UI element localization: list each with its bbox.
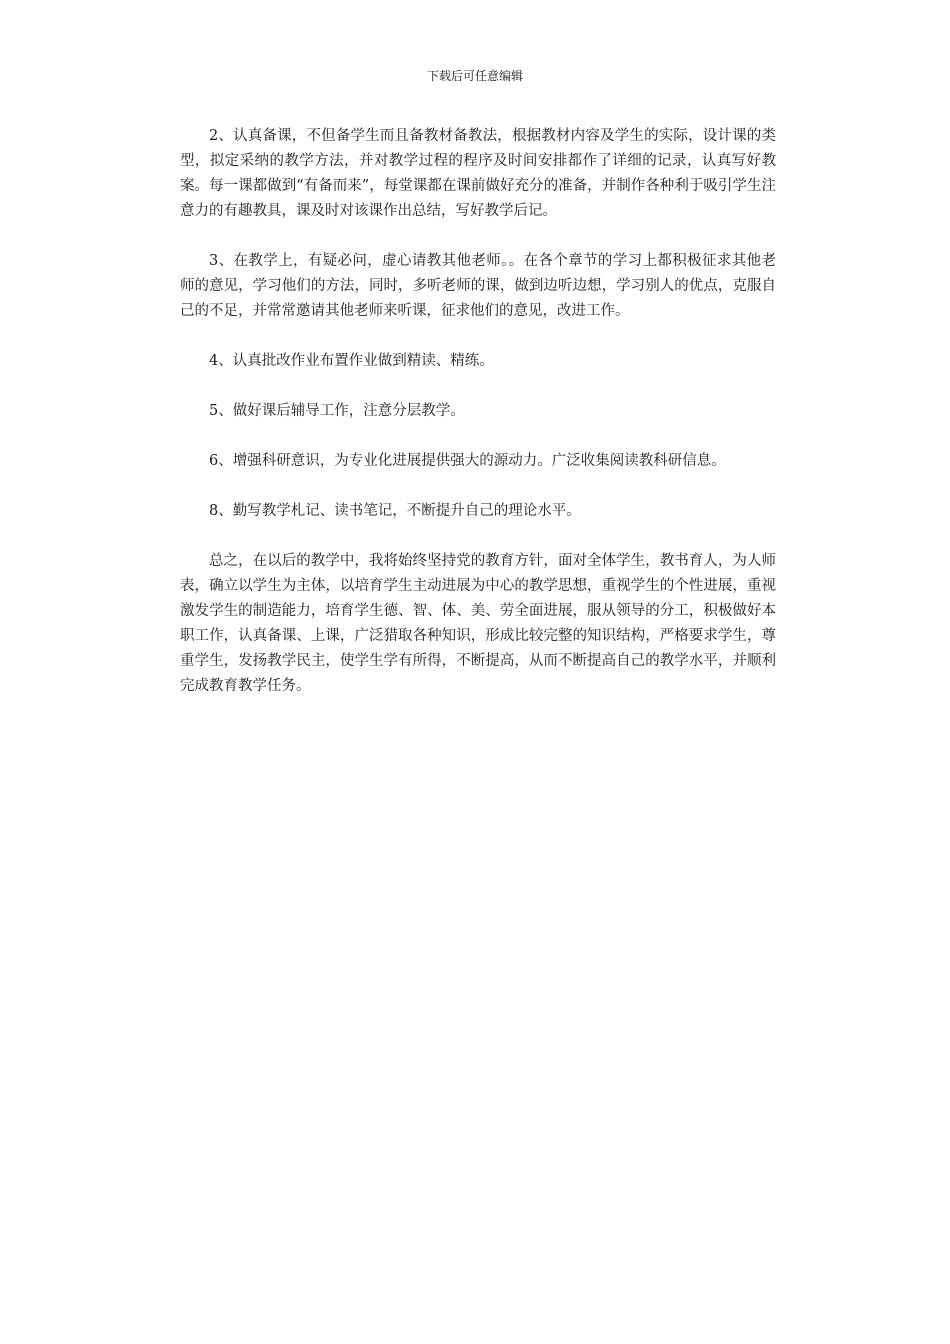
paragraph-item-4: 4、认真批改作业布置作业做到精读、精练。	[209, 353, 494, 369]
paragraph-item-3: 3、在教学上，有疑必问，虚心请教其他老师。。在各个章节的学习上都积极征求其他老师的意见，学习他们的方法，同时，多听老师的课，做到边听边想，学习别人的优点，克服自己的不足，并常常邀请其他老师来听课，征求他们的意见，改进工作。	[180, 253, 776, 319]
document-body	[180, 124, 776, 724]
paragraph-item-2: 2、认真备课，不但备学生而且备教材备教法，根据教材内容及学生的实际，设计课的类型，拟定采纳的教学方法，并对教学过程的程序及时间安排都作了详细的记录，认真写好教案。每一课都做到“有备而来”，每堂课都在课前做好充分的准备，并制作各种利于吸引学生注意力的有趣教具，课及时对该课作出总结，写好教学后记。	[180, 128, 776, 219]
paragraph-item-6: 6、增强科研意识，为专业化进展提供强大的源动力。广泛收集阅读教科研信息。	[209, 453, 726, 469]
page-header: 下载后可任意编辑	[426, 69, 523, 83]
paragraph-item-8: 8、勤写教学札记、读书笔记，不断提升自己的理论水平。	[209, 503, 581, 519]
paragraph-summary: 总之，在以后的教学中，我将始终坚持党的教育方针，面对全体学生，教书育人，为人师表，确立以学生为主体，以培育学生主动进展为中心的教学思想，重视学生的个性进展，重视激发学生的制造能力，培育学生德、智、体、美、劳全面进展，服从领导的分工，积极做好本职工作，认真备课、上课，广泛猎取各种知识，形成比较完整的知识结构，严格要求学生，尊重学生，发扬教学民主，使学生学有所得，不断提高，从而不断提高自己的教学水平，并顺利完成教育教学任务。	[180, 553, 776, 694]
paragraph-item-5: 5、做好课后辅导工作，注意分层教学。	[209, 403, 465, 419]
